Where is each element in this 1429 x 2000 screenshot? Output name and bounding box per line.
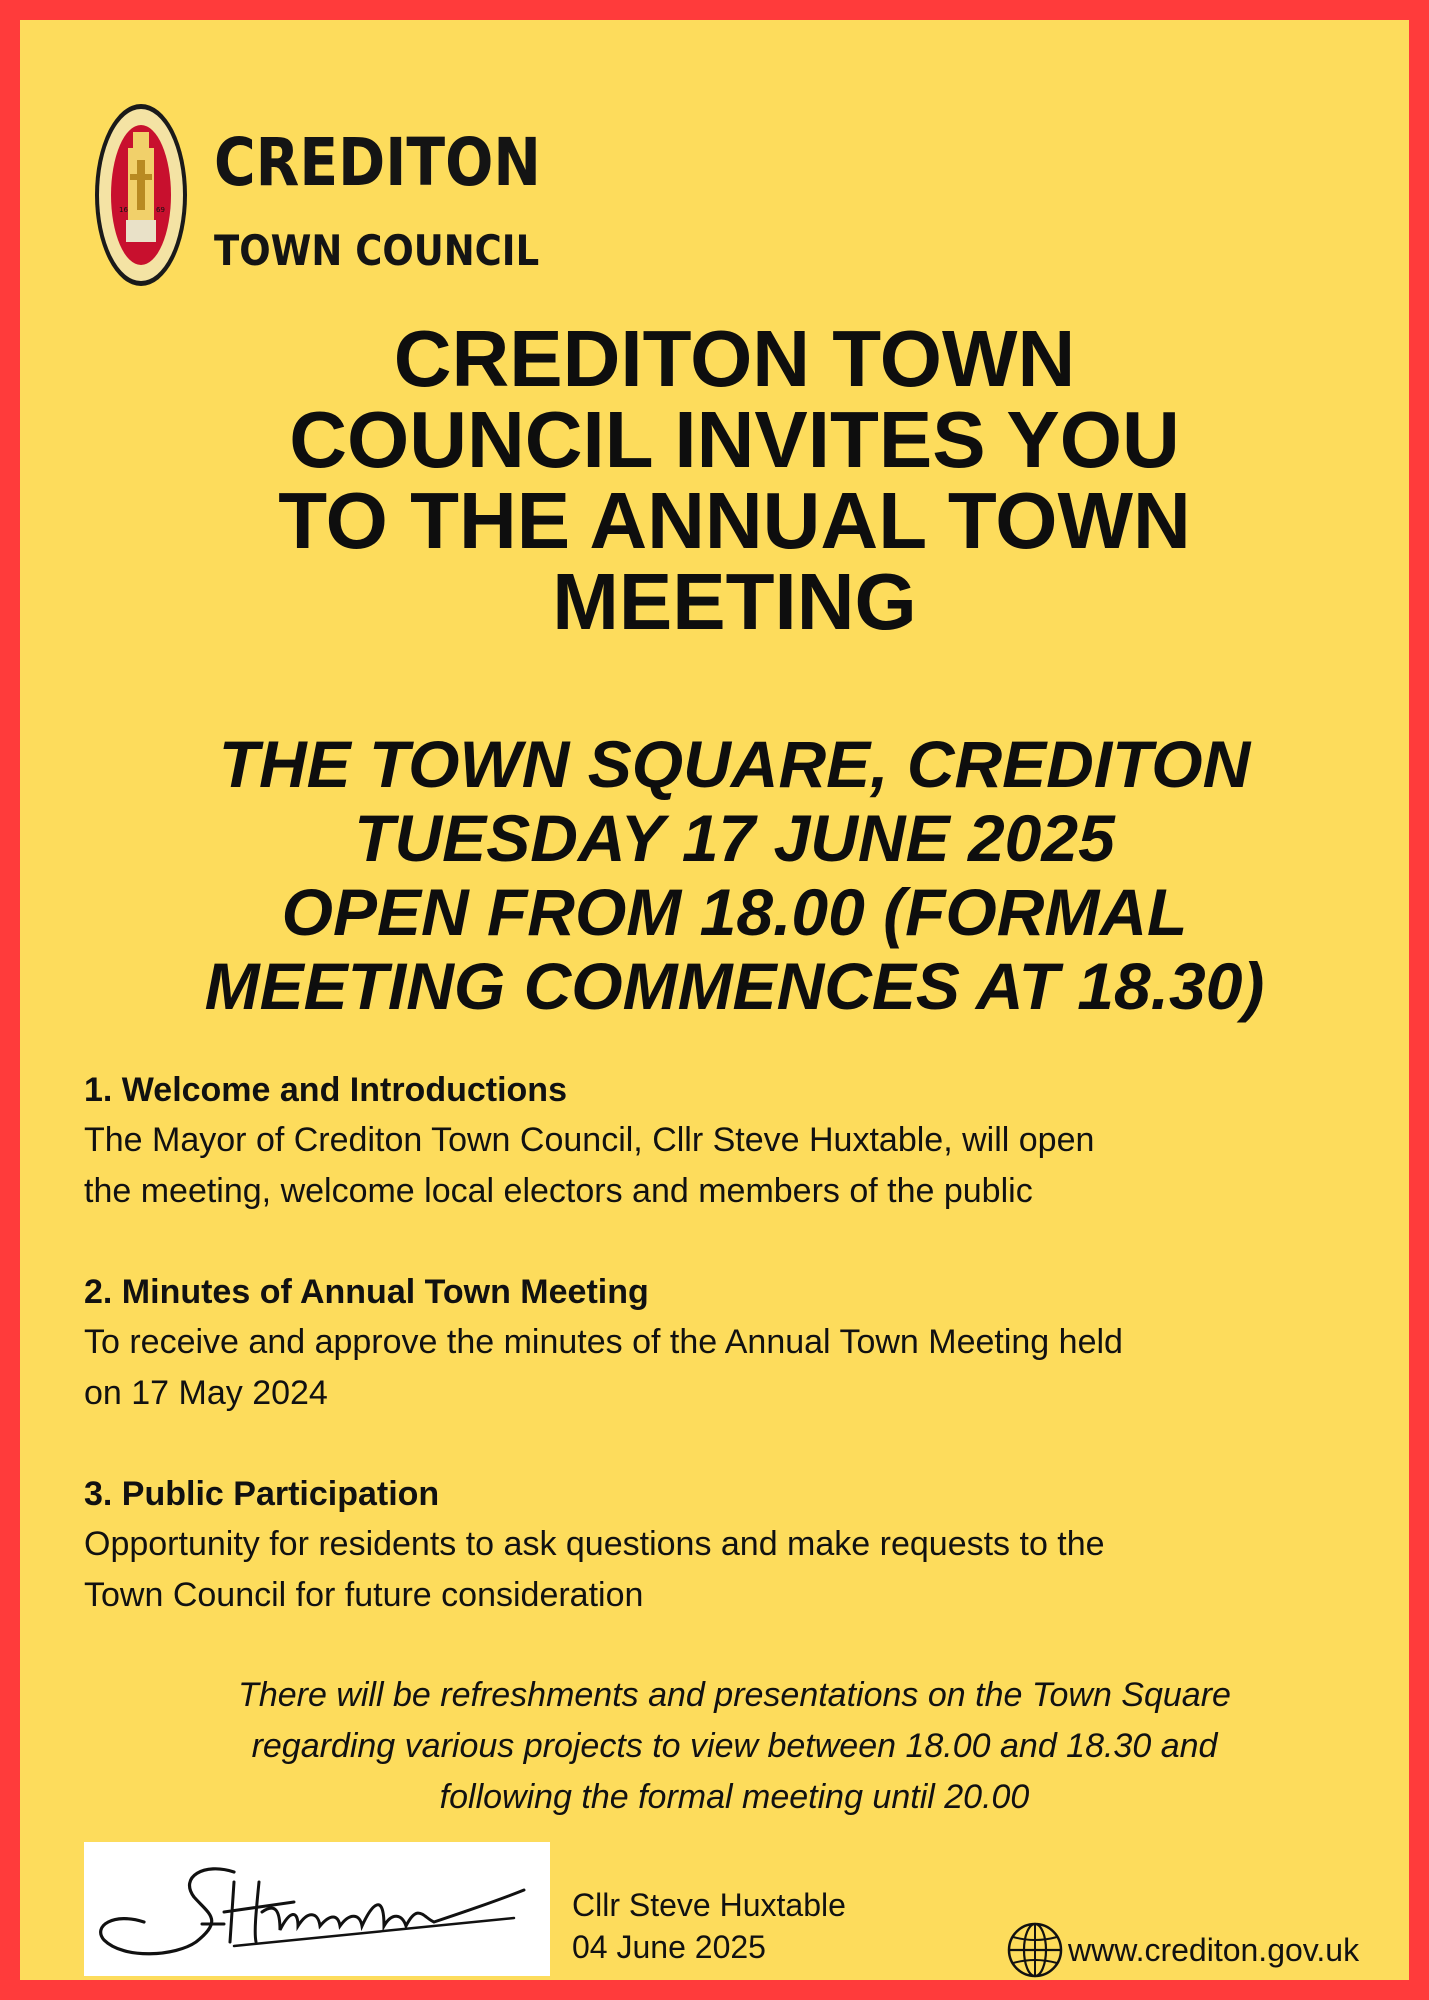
note-line: regarding various projects to view between 18.00 and 18.30 and xyxy=(251,1727,1218,1765)
signature-image xyxy=(84,1842,550,1976)
agenda-item xyxy=(84,1065,1384,1217)
agenda xyxy=(84,1065,1384,1671)
agenda-item-text: on 17 May 2024 xyxy=(84,1374,328,1412)
agenda-item-text: To receive and approve the minutes of the Annual Town Meeting held xyxy=(84,1323,1123,1361)
details-line: THE TOWN SQUARE, CREDITON xyxy=(218,727,1251,801)
agenda-item-text: Opportunity for residents to ask questions and make requests to the xyxy=(84,1525,1105,1563)
agenda-item-text: the meeting, welcome local electors and members of the public xyxy=(84,1172,1033,1210)
council-seal-icon xyxy=(93,102,189,288)
details-line: MEETING COMMENCES AT 18.30) xyxy=(204,949,1265,1023)
headline-line: TO THE ANNUAL TOWN xyxy=(278,476,1191,565)
agenda-item-title: 3. Public Participation xyxy=(84,1475,440,1513)
signer-date: 04 June 2025 xyxy=(572,1929,766,1965)
headline-line: COUNCIL INVITES YOU xyxy=(289,395,1180,484)
agenda-item-text: The Mayor of Crediton Town Council, Cllr Steve Huxtable, will open xyxy=(84,1121,1095,1159)
agenda-item xyxy=(84,1469,1384,1621)
event-details xyxy=(40,727,1429,1023)
website[interactable] xyxy=(1006,1920,1359,1980)
agenda-item-title: 2. Minutes of Annual Town Meeting xyxy=(84,1273,649,1311)
org-name: CREDITON xyxy=(214,124,541,201)
council-logo xyxy=(93,102,613,292)
website-link[interactable]: www.crediton.gov.uk xyxy=(1068,1931,1360,1968)
refreshments-note xyxy=(60,1670,1409,1823)
poster xyxy=(20,20,1409,1980)
svg-text:16: 16 xyxy=(119,206,128,214)
signature-icon xyxy=(84,1842,550,1976)
signer-name: Cllr Steve Huxtable xyxy=(572,1887,846,1923)
headline-line: CREDITON TOWN xyxy=(393,314,1076,403)
note-line: There will be refreshments and presentations on the Town Square xyxy=(238,1676,1231,1714)
agenda-item-text: Town Council for future consideration xyxy=(84,1576,644,1614)
agenda-item xyxy=(84,1267,1384,1419)
details-line: OPEN FROM 18.00 (FORMAL xyxy=(281,875,1188,949)
agenda-item-title: 1. Welcome and Introductions xyxy=(84,1071,567,1109)
details-line: TUESDAY 17 JUNE 2025 xyxy=(354,801,1115,875)
signer-block xyxy=(572,1884,846,1968)
org-subtitle: TOWN COUNCIL xyxy=(214,226,540,275)
globe-icon xyxy=(1006,1921,1064,1979)
headline-line: MEETING xyxy=(552,557,917,646)
svg-text:69: 69 xyxy=(156,206,165,214)
note-line: following the formal meeting until 20.00 xyxy=(439,1778,1030,1816)
headline xyxy=(60,314,1409,646)
